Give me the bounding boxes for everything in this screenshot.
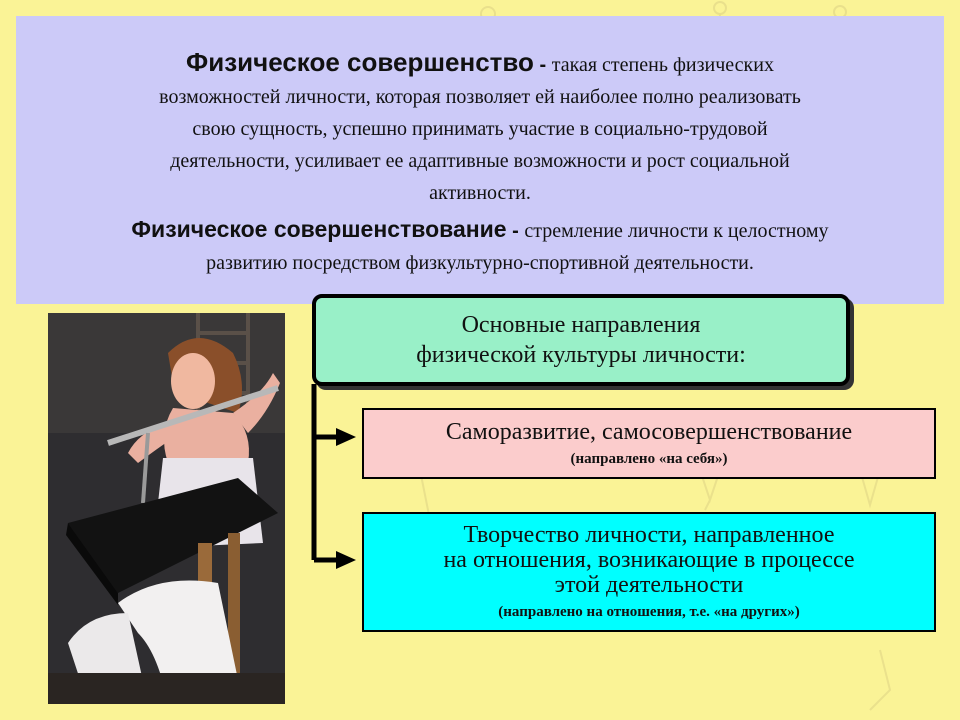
definition-text-line: развитию посредством физкультурно-спортивной деятельности. xyxy=(206,252,754,274)
direction-note: (направлено на отношения, т.е. «на других») xyxy=(498,604,800,620)
main-box-line: Основные направления xyxy=(461,312,701,338)
definitions-panel xyxy=(16,16,944,304)
definition-text-line: деятельности, усиливает ее адаптивные возможности и рост социальной xyxy=(170,150,790,172)
definition-physical-perfection xyxy=(30,46,930,209)
term-title-physical-perfection: Физическое совершенство xyxy=(186,47,534,77)
main-directions-box xyxy=(312,294,850,386)
definition-text-line: возможностей личности, которая позволяет ей наиболее полно реализовать xyxy=(159,86,801,108)
direction-creativity xyxy=(362,512,936,632)
exercise-photo xyxy=(48,313,285,704)
direction-self-development xyxy=(362,408,936,479)
direction-title: Саморазвитие, самосовершенствование xyxy=(445,418,853,445)
direction-title: этой деятельности xyxy=(554,572,744,598)
direction-note: (направлено «на себя») xyxy=(570,450,728,467)
main-box-line: физической культуры личности: xyxy=(416,342,746,368)
term-dash: - xyxy=(506,220,525,242)
direction-title: на отношения, возникающие в процессе xyxy=(443,547,855,573)
definition-text-line: активности. xyxy=(429,182,531,204)
term-title-physical-improvement: Физическое совершенствование xyxy=(131,216,507,242)
definition-text-line: свою сущность, успешно принимать участие в социально-трудовой xyxy=(192,118,768,140)
definition-text-line: стремление личности к целостному xyxy=(524,220,829,242)
definition-physical-improvement xyxy=(30,213,930,279)
definition-text-line: такая степень физических xyxy=(551,54,774,76)
term-dash: - xyxy=(533,54,552,76)
direction-title: Творчество личности, направленное xyxy=(463,522,835,548)
